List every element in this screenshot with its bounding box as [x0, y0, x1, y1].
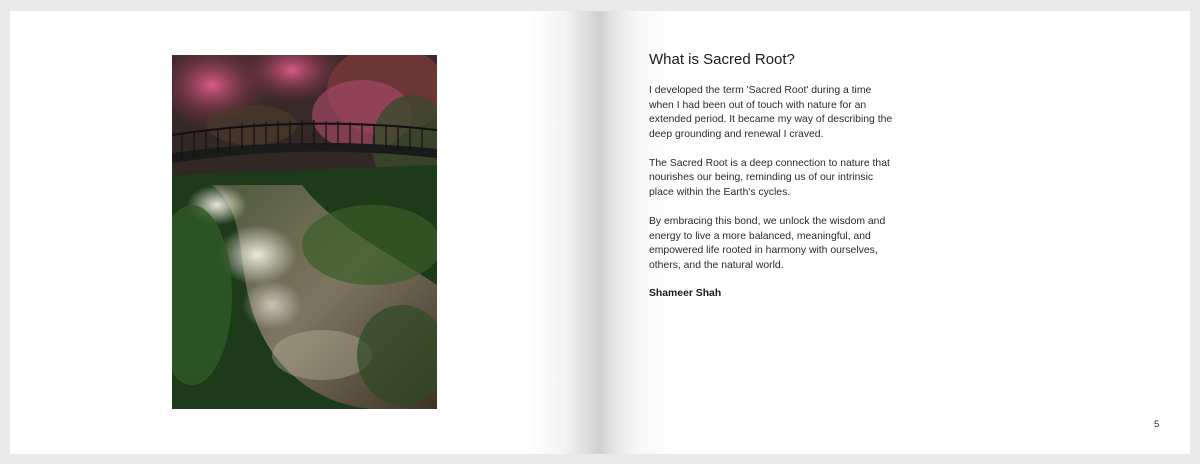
book-spread [10, 11, 1190, 454]
text-block [649, 51, 899, 299]
paragraph: By embracing this bond, we unlock the wisdom and energy to live a more balanced, meaningful, and empowered life rooted in harmony with ourselves, others, and the natural world. [649, 216, 886, 271]
paragraph: The Sacred Root is a deep connection to nature that nourishes our being, reminding us of our intrinsic place within the Earth's cycles. [649, 157, 890, 199]
page-title: What is Sacred Root? [649, 51, 795, 68]
paragraph: I developed the term 'Sacred Root' during a time when I had been out of touch with nature for an extended period. It became my way of describing the deep grounding and renewal I craved. [649, 85, 893, 140]
author-name: Shameer Shah [649, 288, 722, 300]
page-number: 5 [1154, 419, 1160, 430]
stream-bridge-photo [172, 55, 437, 409]
left-page [10, 11, 600, 454]
right-page [600, 11, 1190, 454]
